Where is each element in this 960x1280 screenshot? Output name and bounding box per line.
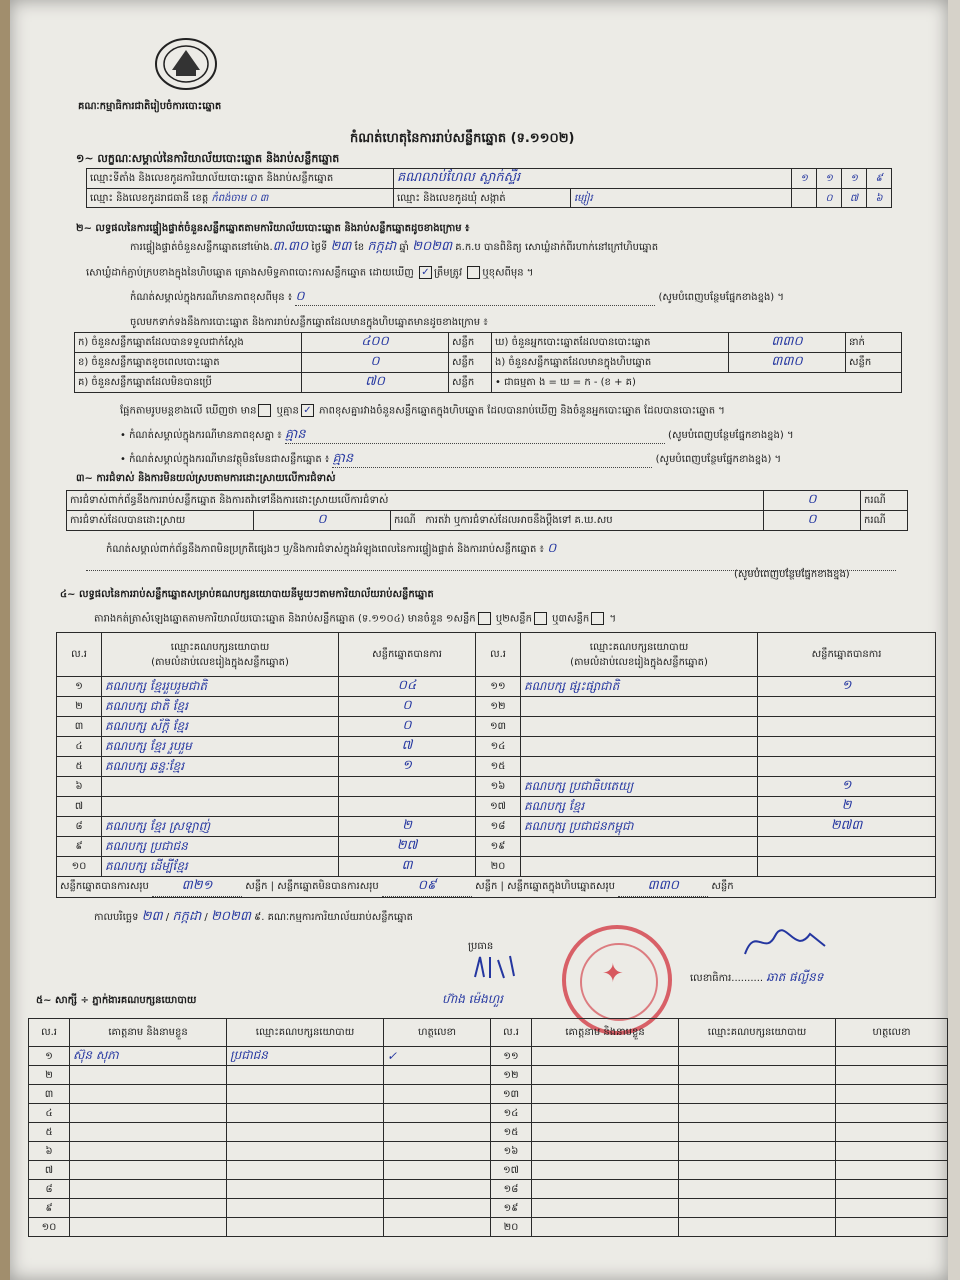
party-name [102, 777, 339, 797]
table-row [57, 777, 936, 797]
section2-heading: ២~ លទ្ធផលនៃការផ្ទៀងផ្ទាត់ចំនួនសន្លឹកឆ្នោតតាមការិយាល័យបោះឆ្នោត និងរាប់សន្លឹកឆ្នោតដូចខាងក្រោម ៖ [76, 223, 470, 234]
witness-name [70, 1180, 227, 1199]
witness-party [227, 1104, 384, 1123]
form-title: កំណត់ហេតុនៃការរាប់សន្លឹកឆ្នោត (ទ.១១០២) [350, 131, 575, 146]
table-row [29, 1047, 948, 1066]
row-no: ៤ [29, 1104, 70, 1123]
witness-party [227, 1123, 384, 1142]
table-row [57, 797, 936, 817]
row-no: ១ [57, 677, 102, 697]
row-no: ២ [29, 1066, 70, 1085]
chief-signature-icon [470, 952, 540, 982]
difference-check-line: ផ្អែកតាមរូបមន្តខាងលើ ឃើញថា មាន ឬគ្មាន ✓ ភាពខុសគ្នារវាងចំនួនសន្លឹកឆ្នោតក្នុងហិបឆ្នោត ដែលបានរាប់ឃើញ និងចំនួនអ្នកបោះឆ្នោត ដែលបានបោះឆ្នោត ។ [120, 405, 725, 417]
section3-heading: ៣~ ការជំទាស់ និងការមិនយល់ស្របតាមការដោះស្រាយលើការជំទាស់ [76, 473, 336, 484]
date-line: កាលបរិច្ឆេទ ២៣ / កក្កដា / ២០២៣ ៩. គណៈកម្មការការិយាល័យរាប់សន្លឹកឆ្នោត [94, 909, 413, 924]
row-no: ១១ [491, 1047, 532, 1066]
witness-signature: ✓ [384, 1047, 491, 1066]
witness-party [227, 1066, 384, 1085]
row-no: ៩ [29, 1199, 70, 1218]
party-votes: ៧ [339, 737, 476, 757]
witness-name [70, 1066, 227, 1085]
party-votes [339, 797, 476, 817]
row-no: ១២ [491, 1066, 532, 1085]
party-name [521, 837, 758, 857]
commune-label: ឈ្មោះ និងលេខកូដឃុំ សង្កាត់ [394, 189, 571, 208]
row-no: ១៥ [476, 757, 521, 777]
box-total: ៣៣០ [647, 878, 679, 893]
row-no: ១៣ [476, 717, 521, 737]
witness-party [227, 1180, 384, 1199]
witness-signature [384, 1085, 491, 1104]
date-day: ២៣ [141, 909, 163, 924]
row-no: ១៨ [476, 817, 521, 837]
table-row [57, 677, 936, 697]
irregularity-note: កំណត់សម្គាល់ពាក់ព័ន្ធនឹងភាពមិនប្រក្រតីផ្សេងៗ ឬ/និងការជំទាស់ក្នុងអំឡុងពេលនៃការផ្ទៀងផ្ទាត់ និងការរាប់សន្លឹកឆ្នោត ៖ ០ [106, 541, 557, 556]
table-row [57, 817, 936, 837]
table-row [57, 857, 936, 877]
unused-value: ៧០ [302, 373, 449, 393]
party-votes: ៣ [339, 857, 476, 877]
row-no: ១ [29, 1047, 70, 1066]
one-sheet-checkbox[interactable] [478, 612, 491, 625]
spoiled-value: ០ [302, 353, 449, 373]
row-no: ៧ [29, 1161, 70, 1180]
resolved-count: ០ [254, 511, 391, 531]
has-difference-checkbox[interactable] [258, 404, 271, 417]
party-name [521, 737, 758, 757]
ballot-row: គ) ចំនួនសន្លឹកឆ្នោតដែលមិនបានប្រើ ៧០ សន្លឹក • ជាធម្មតា ង = ឃ = ក - (ខ + គ) [75, 373, 902, 393]
seal-check-line: សោឃ្លំដាក់ភ្ជាប់ក្របខាងក្នុងនៃហិបឆ្នោត គ្រោងសមិទ្ធភាពបោះការសន្លឹកឆ្នោត ដោយឃើញ ✓ ត្រឹមត្រូវ ឬខុសពីមុន ។ [86, 267, 534, 279]
witness-signature [384, 1142, 491, 1161]
row-no: ១០ [57, 857, 102, 877]
section4-heading: ៤~ លទ្ធផលនៃការរាប់សន្លឹកឆ្នោតសម្រាប់គណបក្សនយោបាយនីមួយៗតាមការិយាល័យរាប់សន្លឹកឆ្នោត [60, 589, 434, 600]
secretary-line: លេខាធិការ.......... ឆាត ផល្លីនទ [690, 970, 824, 984]
table-row [57, 757, 936, 777]
witness-signature [384, 1161, 491, 1180]
objection-table: ការជំទាស់ពាក់ព័ន្ធនឹងការរាប់សន្លឹកឆ្នោត និងការតវ៉ាទៅនឹងការដោះស្រាយលើការជំទាស់ ០ ករណី ការជំទាស់ដែលបានដោះស្រាយ ០ ករណី ការតវ៉ា ឬការជំទាស់ដែលអាចនឹងប្ដឹងទៅ គ.ឃ.សប ០ ករណី [66, 490, 908, 531]
section1-heading: ១~ លក្ខណៈសម្គាល់នៃការិយាល័យបោះឆ្នោត និងរាប់សន្លឹកឆ្នោត [76, 152, 340, 165]
chief-label: ប្រធាន [468, 941, 494, 952]
row-no: ៥ [57, 757, 102, 777]
party-name: គណបក្ស ខ្មែររួបរួមជាតិ [102, 677, 339, 697]
row-no: ១៦ [491, 1142, 532, 1161]
verify-time: ៣.៣០ [272, 239, 309, 254]
witness-name [70, 1161, 227, 1180]
location-label: ឈ្មោះទីតាំង និងលេខកូដការិយាល័យបោះឆ្នោត និងរាប់សន្លឹកឆ្នោត [87, 169, 394, 189]
location-code-2: ១ [817, 169, 842, 189]
verify-month: កក្កដា [367, 239, 397, 254]
witness-party [227, 1218, 384, 1237]
fill-note-3: (សូមបំពេញបន្ថែមផ្នែកខាងខ្នង) [734, 569, 850, 580]
party-name [521, 857, 758, 877]
no-difference-checkbox[interactable]: ✓ [301, 404, 314, 417]
inbox-value: ៣៣០ [729, 353, 846, 373]
party-name: គណបក្ស ខ្មែរ រួបរួម [102, 737, 339, 757]
row-no: ១០ [29, 1218, 70, 1237]
chief-name: ហ៊ាង ម៉េងហួរ [442, 992, 503, 1006]
table-row [29, 1123, 948, 1142]
party-votes: ១ [758, 677, 936, 697]
row-no: ១៧ [491, 1161, 532, 1180]
table-row [29, 1218, 948, 1237]
location-code-1: ១ [792, 169, 817, 189]
party-name: គណបក្ស ប្រជាជនកម្ពុជា [521, 817, 758, 837]
party-votes [758, 717, 936, 737]
difference-note-line: កំណត់សម្គាល់ក្នុងករណីមានភាពខុសពីមុន ៖ ០ (សូមបំពេញបន្ថែមផ្នែកខាងខ្នង) ។ [130, 289, 784, 304]
party-votes: ១ [758, 777, 936, 797]
table-surface-left [0, 0, 10, 1280]
location-table [86, 168, 892, 208]
ballot-count-form [10, 0, 948, 1280]
table-row [29, 1142, 948, 1161]
party-votes: ២៧ [339, 837, 476, 857]
invalid-total: ០៩ [417, 878, 437, 893]
witness-table: ល.រ គោត្តនាម និងនាមខ្លួន ឈ្មោះគណបក្សនយោបាយ ហត្ថលេខា ល.រ គោត្តនាម និងនាមខ្លួន ឈ្មោះគណបក្សនយោបាយ ហត្ថលេខា ១ ស៊ុន សុភា ប្រជាជន ✓ ១១ ២ ១២ ៣ ១៣ ៤ ១៤ ៥ ១៥ ៦ ១៦ ៧ ១៧ ៨ ១៨ ៩ ១៩ ១០ ២០ [28, 1018, 948, 1237]
party-votes: ២៧៣ [758, 817, 936, 837]
official-seal-icon: ✦ [562, 925, 672, 1035]
fill-note: (សូមបំពេញបន្ថែមផ្នែកខាងខ្នង) [658, 292, 775, 303]
verify-year: ២០២៣ [412, 239, 453, 254]
party-votes [758, 737, 936, 757]
commune-code-3: ៦ [867, 189, 892, 208]
witness-signature [384, 1066, 491, 1085]
row-no: ១៩ [476, 837, 521, 857]
commune-code-1: ០ [817, 189, 842, 208]
table-row [29, 1066, 948, 1085]
row-no: ១៤ [476, 737, 521, 757]
three-sheet-checkbox[interactable] [591, 612, 604, 625]
witness-party [227, 1199, 384, 1218]
table-row [29, 1104, 948, 1123]
row-no: ១៧ [476, 797, 521, 817]
row-no: ៦ [57, 777, 102, 797]
party-name [521, 757, 758, 777]
witness-name [70, 1142, 227, 1161]
objection-count: ០ [764, 491, 861, 511]
location-code-4: ៩ [867, 169, 892, 189]
party-name: គណបក្ស ដើម្បីខ្មែរ [102, 857, 339, 877]
note1-line: • កំណត់សម្គាល់ក្នុងករណីមានភាពខុសគ្នា ៖ គ្មាន (សូមបំពេញបន្ថែមផ្នែកខាងខ្នង) ។ [120, 427, 794, 442]
table-row [29, 1180, 948, 1199]
table-row [57, 697, 936, 717]
party-votes [758, 857, 936, 877]
org-name: គណៈកម្មាធិការជាតិរៀបចំការបោះឆ្នោត [78, 101, 222, 112]
row-no: ៨ [57, 817, 102, 837]
party-name: គណបក្ស ខ្មែរ ស្រឡាញ់ [102, 817, 339, 837]
row-no: ១១ [476, 677, 521, 697]
row-no: ៩ [57, 837, 102, 857]
received-value: ៤០០ [302, 333, 449, 353]
witness-name [70, 1085, 227, 1104]
party-votes: ០ [339, 697, 476, 717]
ballot-row: ខ) ចំនួនសន្លឹកឆ្នោតខូចពេលបោះឆ្នោត ០ សន្លឹក ង) ចំនួនសន្លឹកឆ្នោតដែលមានក្នុងហិបឆ្នោត ៣៣០ សន្លឹក [75, 353, 902, 373]
commune-value: ម្សៀរ [571, 189, 792, 208]
valid-total: ៣២១ [181, 878, 213, 893]
party-name [102, 797, 339, 817]
party-votes [758, 837, 936, 857]
party-name: គណបក្ស ឆន្ទៈខ្មែរ [102, 757, 339, 777]
witness-signature [384, 1123, 491, 1142]
row-no: ១៦ [476, 777, 521, 797]
table-row [57, 717, 936, 737]
party-name: គណបក្ស ប្រជាជន [102, 837, 339, 857]
ballot-row: ក) ចំនួនសន្លឹកឆ្នោតដែលបានទទួលជាក់ស្ដែង ៤០០ សន្លឹក ឃ) ចំនួនអ្នកបោះឆ្នោតដែលបានបោះឆ្នោត ៣៣០ នាក់ [75, 333, 902, 353]
province-value: កំពង់ចាម [211, 192, 247, 204]
party-votes: ២ [758, 797, 936, 817]
party-name: គណបក្ស ប្រជាធិបតេយ្យ [521, 777, 758, 797]
table-surface-right [948, 0, 960, 1280]
party-votes [339, 777, 476, 797]
party-name: គណបក្ស ខ្មែរ [521, 797, 758, 817]
party-name: គណបក្ស ស័ក្តិ ខ្មែរ [102, 717, 339, 737]
row-no: ២០ [491, 1218, 532, 1237]
correct-checkbox[interactable]: ✓ [419, 266, 432, 279]
note2-line: • កំណត់សម្គាល់ក្នុងករណីមានវត្ថុមិនមែនជាសន្លឹកឆ្នោត ៖ គ្មាន (សូមបំពេញបន្ថែមផ្នែកខាងខ្នង) ។ [120, 451, 782, 466]
totals-row: សន្លឹកឆ្នោតបានការសរុប ៣២១ សន្លឹក | សន្លឹកឆ្នោតមិនបានការសរុប ០៩ សន្លឹក | សន្លឹកឆ្នោតក្នុងហិបឆ្នោតសរុប ៣៣០ សន្លឹក [57, 877, 936, 898]
row-no: ២ [57, 697, 102, 717]
section5-heading: ៥~ សាក្សី ÷ ភ្នាក់ងារគណបក្សនយោបាយ [36, 995, 197, 1006]
table-row [29, 1085, 948, 1104]
appeal-count: ០ [764, 511, 861, 531]
witness-name [70, 1104, 227, 1123]
table-row [57, 837, 936, 857]
party-results-table: ល.រ ឈ្មោះគណបក្សនយោបាយ (តាមលំដាប់លេខរៀងក្នុងសន្លឹកឆ្នោត) សន្លឹកឆ្នោតបានការ ល.រ ឈ្មោះគណបក្សនយោបាយ (តាមលំដាប់លេខរៀងក្នុងសន្លឹកឆ្នោត) សន្លឹកឆ្នោតបានការ ១ គណបក្ស ខ្មែររួបរួមជាតិ ០៤ ១១ គណបក្ស ផ្សះផ្សាជាតិ ១ ២ គណបក្ស ជាតិ ខ្មែរ ០ ១២ ៣ គណបក្ស ស័ក្តិ ខ្មែរ ០ ១៣ ៤ គណបក្ស ខ្មែរ រួបរួម ៧ ១៤ ៥ គណបក្ស ឆន្ទៈខ្មែរ ១ ១៥ ៦ ១៦ គណបក្ស ប្រជាធិបតេយ្យ ១ ៧ ១៧ គណបក្ស ខ្មែរ ២ ៨ គណបក្ស ខ្មែរ ស្រឡាញ់ ២ ១៨ គណបក្ស ប្រជាជនកម្ពុជា ២៧៣ ៩ គណបក្ស ប្រជាជន ២៧ ១៩ ១០ គណបក្ស ដើម្បីខ្មែរ ៣ ២០ សន្លឹកឆ្នោតបានការសរុប ៣២១ សន្លឹក | សន្លឹកឆ្នោតមិនបានការសរុប ០៩ សន្លឹក | សន្លឹកឆ្នោតក្នុងហិបឆ្នោតសរុប ៣៣០ សន្លឹក [56, 632, 936, 898]
row-no: ៤ [57, 737, 102, 757]
party-name: គណបក្ស ជាតិ ខ្មែរ [102, 697, 339, 717]
row-no: ១៤ [491, 1104, 532, 1123]
party-name [521, 717, 758, 737]
row-no: ១៥ [491, 1123, 532, 1142]
verify-day: ២៣ [330, 239, 352, 254]
witness-name: ស៊ុន សុភា [70, 1047, 227, 1066]
witness-signature [384, 1218, 491, 1237]
nec-emblem-icon [150, 36, 222, 94]
location-value: គណលាប់ហែល ស្លាក់ស្ទីរ [394, 169, 792, 189]
table-row [29, 1199, 948, 1218]
party-votes: ២ [339, 817, 476, 837]
witness-signature [384, 1104, 491, 1123]
secretary-name: ឆាត ផល្លីនទ [766, 970, 824, 984]
secretary-signature-icon [740, 926, 830, 962]
witness-name [70, 1199, 227, 1218]
party-votes: ១ [339, 757, 476, 777]
formula: • ជាធម្មតា ង = ឃ = ក - (ខ + គ) [492, 373, 902, 393]
row-no: ៣ [57, 717, 102, 737]
party-votes: ០ [339, 717, 476, 737]
witness-signature [384, 1180, 491, 1199]
date-month: កក្កដា [172, 909, 202, 924]
row-no: ១៩ [491, 1199, 532, 1218]
section4-sub: តារាងកត់ត្រាសំឡេងឆ្នោតតាមការិយាល័យបោះឆ្នោត និងរាប់សន្លឹកឆ្នោត (ទ.១១០៤) មានចំនួន ១សន្លឹក ឬ២សន្លឹក ឬ៣សន្លឹក ។ [94, 613, 617, 625]
row-no: ៧ [57, 797, 102, 817]
witness-party [227, 1161, 384, 1180]
party-name: គណបក្ស ផ្សះផ្សាជាតិ [521, 677, 758, 697]
table-row [57, 737, 936, 757]
row-no: ១៣ [491, 1085, 532, 1104]
commune-code-2: ៧ [842, 189, 867, 208]
party-votes: ០៤ [339, 677, 476, 697]
col-no: ល.រ [57, 633, 102, 677]
wrong-checkbox[interactable] [467, 266, 480, 279]
row-no: ៦ [29, 1142, 70, 1161]
witness-party [227, 1085, 384, 1104]
witness-name [70, 1218, 227, 1237]
row-no: ១៨ [491, 1180, 532, 1199]
party-name [521, 697, 758, 717]
party-votes [758, 697, 936, 717]
party-votes [758, 757, 936, 777]
witness-name [70, 1123, 227, 1142]
row-no: ៥ [29, 1123, 70, 1142]
row-no: ៨ [29, 1180, 70, 1199]
ballot-intro: ចូលមកទាក់ទងនឹងការបោះឆ្នោត និងការរាប់សន្លឹកឆ្នោតដែលមានក្នុងហិបឆ្នោតមានដូចខាងក្រោម ៖ [130, 317, 488, 328]
witness-signature [384, 1199, 491, 1218]
row-no: ៣ [29, 1085, 70, 1104]
table-row [29, 1161, 948, 1180]
witness-party: ប្រជាជន [227, 1047, 384, 1066]
voters-value: ៣៣០ [729, 333, 846, 353]
witness-party [227, 1142, 384, 1161]
ballot-count-table [74, 332, 902, 393]
row-no: ២០ [476, 857, 521, 877]
row-no: ១២ [476, 697, 521, 717]
location-code-3: ១ [842, 169, 867, 189]
verify-line: ការផ្ទៀងផ្ទាត់ចំនួនសន្លឹកឆ្នោតនៅម៉ោង.៣.៣០ ថ្ងៃទី ២៣ ខែ កក្កដា ឆ្នាំ ២០២៣ គ.ក.ប បានពិនិត្យ សោឃ្លំដាក់ពីរហាក់នៅក្រៅហិបឆ្នោត [130, 239, 659, 254]
two-sheet-checkbox[interactable] [534, 612, 547, 625]
date-year: ២០២៣ [210, 909, 251, 924]
province-label: ឈ្មោះ និងលេខកូដរាជធានី ខេត្ត កំពង់ចាម ០ ៣ [87, 189, 394, 208]
